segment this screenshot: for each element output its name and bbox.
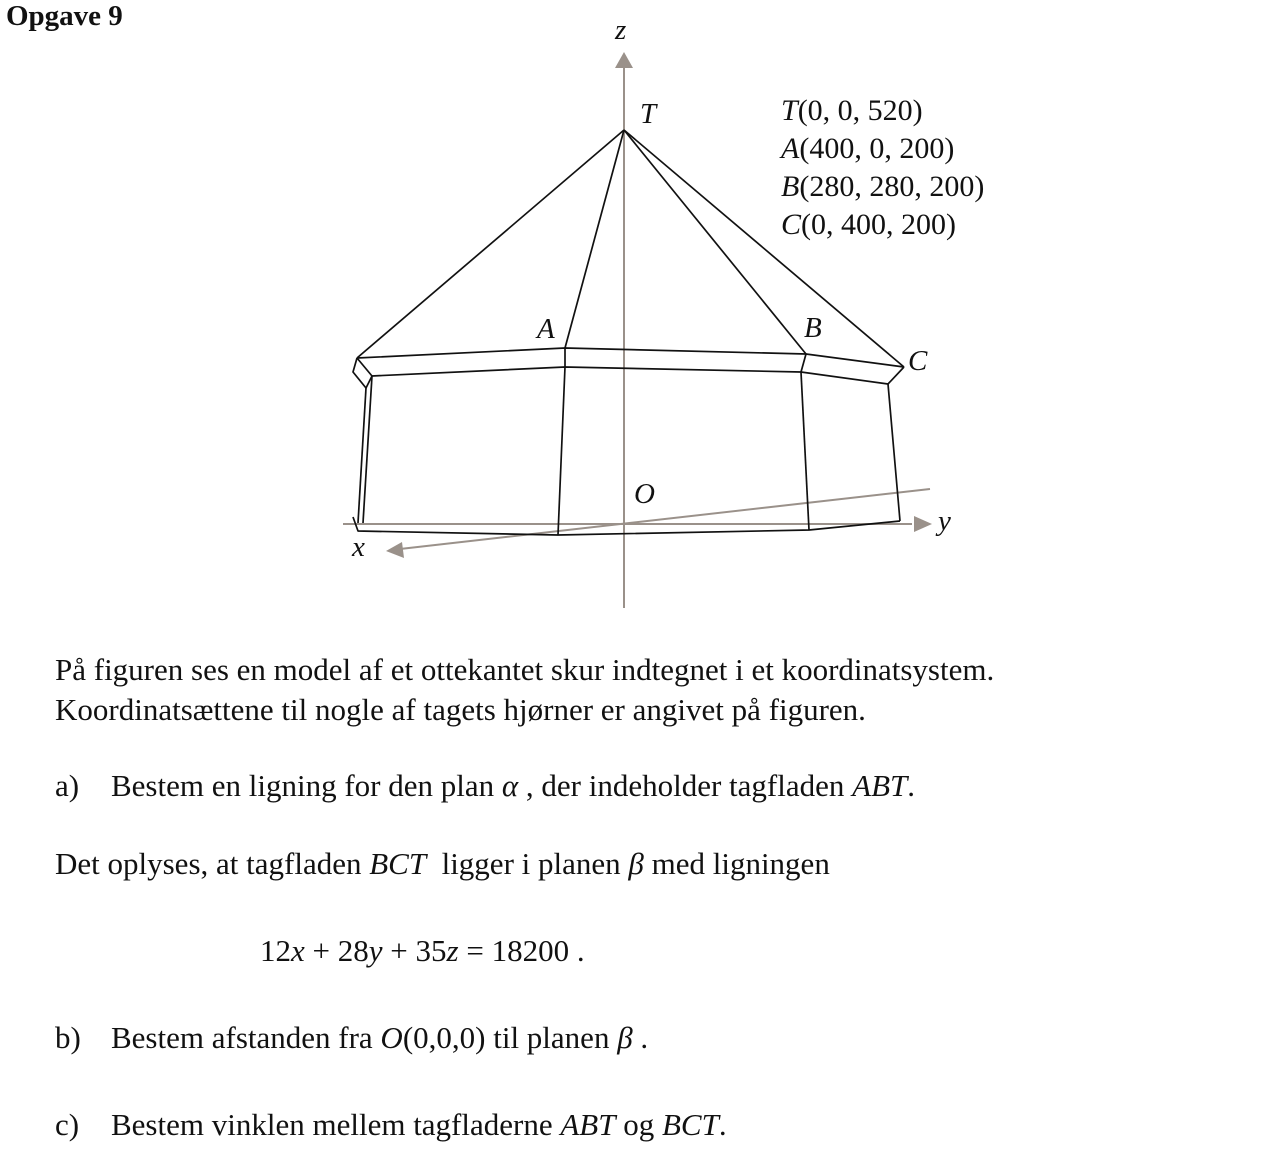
intro-line-2: Koordinatsættene til nogle af tagets hjørner er angivet på figuren.: [55, 692, 866, 727]
y-axis-arrow: [914, 516, 932, 532]
question-a-letter: a): [55, 768, 80, 803]
intro-line-1: På figuren ses en model af et ottekantet skur indtegnet i et koordinatsystem.: [55, 652, 995, 687]
point-label-b: B: [804, 312, 822, 344]
intro-paragraph: [55, 650, 994, 730]
beta-symbol: β: [628, 846, 644, 881]
origin-label: O: [634, 478, 655, 510]
y-axis-label: y: [938, 505, 951, 537]
question-b-letter: b): [55, 1020, 81, 1055]
question-a: a) Bestem en ligning for den plan α , der indeholder tagfladen ABT.: [55, 768, 916, 803]
question-c-letter: c): [55, 1107, 80, 1142]
coordinate-list: [781, 92, 984, 244]
alpha-symbol: α: [501, 768, 519, 803]
x-axis-label: x: [352, 531, 365, 563]
plane-equation: 12x + 28y + 35z = 18200 .: [260, 933, 585, 968]
question-b: b) Bestem afstanden fra O(0,0,0) til planen β .: [55, 1020, 649, 1055]
z-axis-arrow: [615, 52, 633, 68]
point-label-t: T: [640, 98, 657, 130]
coord-c: C(0, 400, 200): [781, 208, 956, 241]
exercise-title: Opgave 9: [6, 0, 123, 32]
coord-a: A(400, 0, 200): [781, 132, 955, 165]
point-label-c: C: [908, 345, 928, 377]
coord-b: B(280, 280, 200): [781, 170, 985, 203]
question-c: c) Bestem vinklen mellem tagfladerne ABT og BCT.: [55, 1107, 727, 1142]
z-axis-label: z: [615, 14, 627, 46]
coord-t: T(0, 0, 520): [781, 94, 923, 127]
info-line: Det oplyses, at tagfladen BCT ligger i planen β med ligningen: [55, 846, 830, 881]
point-label-a: A: [537, 313, 555, 345]
